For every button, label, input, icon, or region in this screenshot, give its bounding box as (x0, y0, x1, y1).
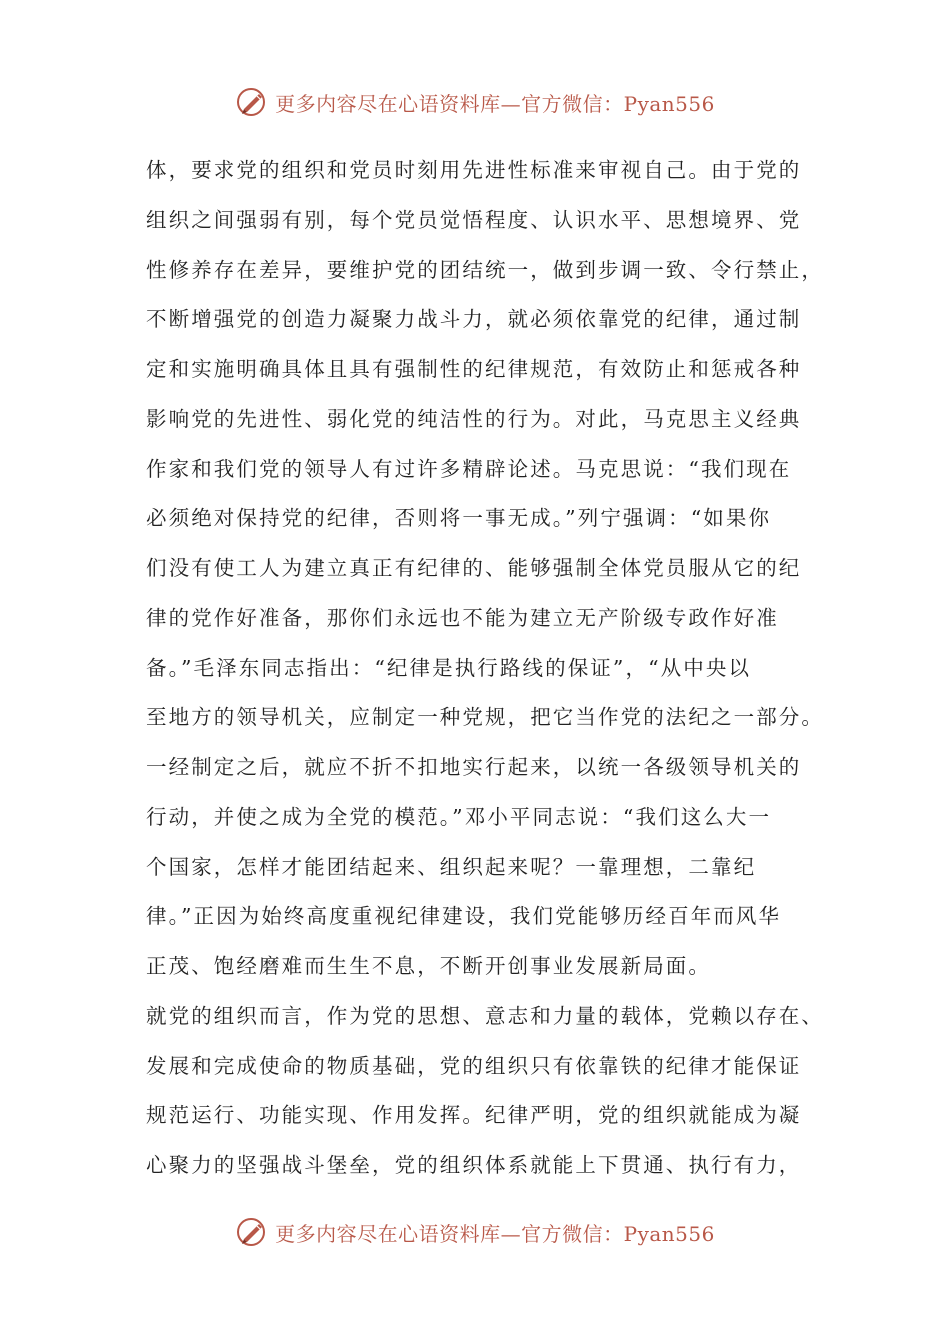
text-line: 不断增强党的创造力凝聚力战斗力，就必须依靠党的纪律，通过制 (146, 307, 802, 332)
text-line: 定和实施明确具体且具有强制性的纪律规范，有效防止和惩戒各种 (146, 357, 802, 381)
footer-banner (0, 1212, 950, 1252)
document-body (146, 146, 824, 1191)
text-line: 备。”毛泽东同志指出：“纪律是执行路线的保证”，“从中央以 (146, 655, 752, 680)
text-line: 发展和完成使命的物质基础，党的组织只有依靠铁的纪律才能保证 (146, 1053, 802, 1078)
text-line: 心聚力的坚强战斗堡垒，党的组织体系就能上下贯通、执行有力， (146, 1153, 802, 1177)
header-banner (0, 82, 950, 122)
text-line: 必须绝对保持党的纪律，否则将一事无成。”列宁强调：“如果你 (146, 506, 772, 531)
text-line: 性修养存在差异，要维护党的团结统一，做到步调一致、令行禁止， (146, 257, 824, 282)
pen-logo-icon (235, 1215, 269, 1249)
text-line: 们没有使工人为建立真正有纪律的、能够强制全体党员服从它的纪 (146, 556, 802, 580)
text-line: 律的党作好准备，那你们永远也不能为建立无产阶级专政作好准 (146, 605, 779, 630)
text-line: 正茂、饱经磨难而生生不息，不断开创事业发展新局面。 (146, 954, 711, 978)
text-line: 影响党的先进性、弱化党的纯洁性的行为。对此，马克思主义经典 (146, 406, 802, 431)
text-line: 组织之间强弱有别，每个党员觉悟程度、认识水平、思想境界、党 (146, 207, 802, 232)
text-line: 行动，并使之成为全党的模范。”邓小平同志说：“我们这么大一 (146, 804, 772, 829)
text-line: 个国家，怎样才能团结起来、组织起来呢？一靠理想，二靠纪 (146, 854, 757, 879)
pen-logo-icon (235, 85, 269, 119)
footer-banner-text: 更多内容尽在心语资料库—官方微信：Pyan556 (275, 1221, 715, 1246)
text-line: 规范运行、功能实现、作用发挥。纪律严明，党的组织就能成为凝 (146, 1103, 802, 1128)
text-line: 作家和我们党的领导人有过许多精辟论述。马克思说：“我们现在 (146, 456, 792, 481)
text-line: 就党的组织而言，作为党的思想、意志和力量的载体，党赖以存在、 (146, 1003, 824, 1028)
header-banner-text: 更多内容尽在心语资料库—官方微信：Pyan556 (275, 91, 715, 116)
text-line: 体，要求党的组织和党员时刻用先进性标准来审视自己。由于党的 (146, 158, 802, 182)
text-line: 一经制定之后，就应不折不扣地实行起来，以统一各级领导机关的 (146, 755, 802, 779)
text-line: 至地方的领导机关，应制定一种党规，把它当作党的法纪之一部分。 (146, 705, 824, 730)
text-line: 律。”正因为始终高度重视纪律建设，我们党能够历经百年而风华 (146, 904, 782, 929)
